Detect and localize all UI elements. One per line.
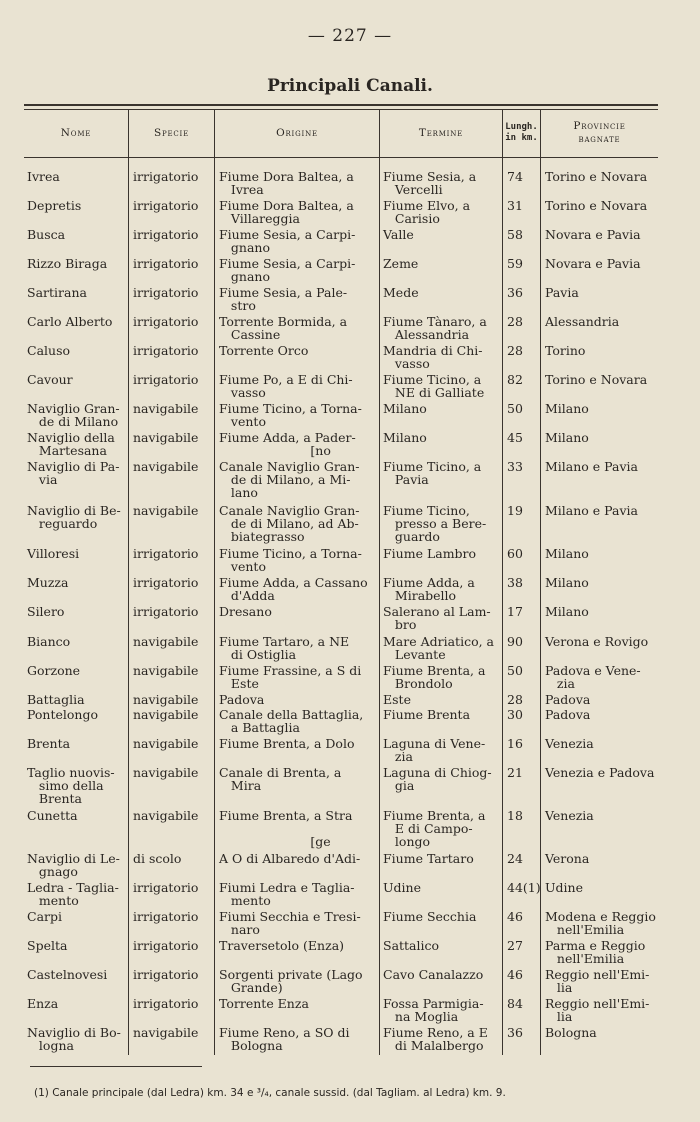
cell-province: Bologna (545, 1025, 597, 1040)
column-divider (502, 110, 503, 1055)
cell-specie: irrigatorio (133, 880, 199, 895)
cell-termine: Mare Adriatico, a Levante (383, 634, 494, 662)
cell-specie: navigabile (133, 707, 199, 722)
cell-nome: Naviglio Gran- de di Milano (27, 401, 120, 429)
cell-origine: A O di Albaredo d'Adi- (219, 851, 361, 866)
cell-province: Venezia (545, 736, 594, 751)
cell-origine: Fiume Brenta, a Dolo (219, 736, 355, 751)
cell-origine: Fiume Sesia, a Carpi- gnano (219, 256, 356, 284)
cell-nome: Taglio nuovis- simo della Brenta (27, 765, 115, 806)
cell-origine: Fiume Brenta, a Stra [ge (219, 808, 353, 849)
cell-origine: Canale di Brenta, a Mira (219, 765, 342, 793)
cell-lunghezza: 36 (507, 285, 523, 300)
cell-specie: irrigatorio (133, 575, 199, 590)
cell-origine: Traversetolo (Enza) (219, 938, 345, 953)
cell-origine: Fiume Sesia, a Pale- stro (219, 285, 348, 313)
cell-province: Reggio nell'Emi- lia (545, 967, 650, 995)
cell-origine: Fiume Ticino, a Torna- vento (219, 546, 362, 574)
cell-nome: Carlo Alberto (27, 314, 113, 329)
cell-specie: di scolo (133, 851, 182, 866)
cell-termine: Este (383, 692, 411, 707)
cell-province: Padova e Vene- zia (545, 663, 641, 691)
cell-specie: irrigatorio (133, 967, 199, 982)
cell-nome: Naviglio della Martesana (27, 430, 115, 458)
cell-lunghezza: 17 (507, 604, 523, 619)
cell-lunghezza: 46 (507, 909, 523, 924)
cell-province: Padova (545, 692, 591, 707)
cell-termine: Fiume Tànaro, a Alessandria (383, 314, 487, 342)
cell-nome: Spelta (27, 938, 68, 953)
cell-specie: irrigatorio (133, 938, 199, 953)
cell-lunghezza: 74 (507, 169, 523, 184)
cell-origine: Fiume Sesia, a Carpi- gnano (219, 227, 356, 255)
column-divider (540, 110, 541, 1055)
cell-origine: Canale della Battaglia, a Battaglia (219, 707, 364, 735)
cell-lunghezza: 27 (507, 938, 523, 953)
cell-specie: navigabile (133, 736, 199, 751)
cell-nome: Rizzo Biraga (27, 256, 108, 271)
cell-termine: Milano (383, 430, 427, 445)
cell-origine: Sorgenti private (Lago Grande) (219, 967, 363, 995)
cell-specie: irrigatorio (133, 546, 199, 561)
cell-specie: navigabile (133, 401, 199, 416)
cell-lunghezza: 28 (507, 343, 523, 358)
cell-province: Venezia (545, 808, 594, 823)
cell-province: Torino e Novara (545, 372, 648, 387)
cell-nome: Naviglio di Pa- via (27, 459, 120, 487)
cell-termine: Mandria di Chi- vasso (383, 343, 483, 371)
cell-origine: Fiume Frassine, a S di Este (219, 663, 362, 691)
cell-specie: navigabile (133, 430, 199, 445)
cell-nome: Depretis (27, 198, 82, 213)
cell-nome: Busca (27, 227, 66, 242)
cell-termine: Fiume Ticino, a NE di Galliate (383, 372, 485, 400)
cell-lunghezza: 19 (507, 503, 523, 518)
cell-nome: Carpi (27, 909, 62, 924)
cell-specie: irrigatorio (133, 285, 199, 300)
cell-lunghezza: 50 (507, 401, 523, 416)
page-number: — 227 — (307, 26, 393, 46)
footnote-rule (30, 1066, 202, 1067)
cell-province: Milano (545, 604, 589, 619)
cell-origine: Canale Naviglio Gran- de di Milano, ad Ab- biategrasso (219, 503, 360, 544)
cell-termine: Fiume Brenta, a Brondolo (383, 663, 486, 691)
top-rule (24, 104, 658, 106)
cell-lunghezza: 84 (507, 996, 523, 1011)
page-title: Principali Canali. (267, 76, 433, 96)
cell-lunghezza: 50 (507, 663, 523, 678)
cell-province: Verona (545, 851, 590, 866)
cell-lunghezza: 82 (507, 372, 523, 387)
cell-nome: Sartirana (27, 285, 87, 300)
cell-termine: Mede (383, 285, 419, 300)
cell-origine: Torrente Orco (219, 343, 309, 358)
cell-specie: irrigatorio (133, 256, 199, 271)
cell-lunghezza: 33 (507, 459, 523, 474)
cell-nome: Gorzone (27, 663, 81, 678)
cell-lunghezza: 46 (507, 967, 523, 982)
cell-nome: Caluso (27, 343, 71, 358)
cell-nome: Enza (27, 996, 59, 1011)
cell-province: Milano e Pavia (545, 459, 638, 474)
cell-nome: Villoresi (27, 546, 80, 561)
cell-lunghezza: 16 (507, 736, 523, 751)
cell-province: Torino e Novara (545, 198, 648, 213)
cell-termine: Salerano al Lam- bro (383, 604, 491, 632)
cell-specie: navigabile (133, 765, 199, 780)
cell-termine: Fiume Sesia, a Vercelli (383, 169, 477, 197)
cell-province: Modena e Reggio nell'Emilia (545, 909, 656, 937)
cell-lunghezza: 21 (507, 765, 523, 780)
cell-nome: Naviglio di Le- gnago (27, 851, 120, 879)
cell-nome: Naviglio di Bo- logna (27, 1025, 121, 1053)
cell-specie: navigabile (133, 503, 199, 518)
cell-origine: Fiume Adda, a Cassano d'Adda (219, 575, 368, 603)
cell-specie: navigabile (133, 634, 199, 649)
header-rule (24, 157, 658, 158)
cell-origine: Fiume Tartaro, a NE di Ostiglia (219, 634, 350, 662)
cell-province: Milano (545, 401, 589, 416)
cell-lunghezza: 45 (507, 430, 523, 445)
cell-province: Milano (545, 575, 589, 590)
cell-termine: Fiume Adda, a Mirabello (383, 575, 475, 603)
cell-nome: Muzza (27, 575, 69, 590)
header-lunghezza: Lungh. in km. (505, 122, 538, 143)
header-nome: Nome (60, 127, 92, 139)
cell-lunghezza: 28 (507, 692, 523, 707)
cell-termine: Fiume Ticino, a Pavia (383, 459, 482, 487)
cell-nome: Brenta (27, 736, 71, 751)
cell-specie: irrigatorio (133, 604, 199, 619)
cell-specie: irrigatorio (133, 343, 199, 358)
cell-province: Milano e Pavia (545, 503, 638, 518)
header-province: Provincie bagnate (573, 120, 626, 145)
cell-origine: Torrente Bormida, a Cassine (219, 314, 348, 342)
header-specie: Specie (153, 127, 190, 139)
cell-lunghezza: 36 (507, 1025, 523, 1040)
cell-termine: Fiume Tartaro (383, 851, 474, 866)
cell-specie: navigabile (133, 692, 199, 707)
cell-termine: Laguna di Vene- zia (383, 736, 486, 764)
cell-province: Milano (545, 546, 589, 561)
column-divider (128, 110, 129, 1055)
cell-lunghezza: 60 (507, 546, 523, 561)
cell-province: Alessandria (545, 314, 620, 329)
cell-lunghezza: 30 (507, 707, 523, 722)
cell-lunghezza: 58 (507, 227, 523, 242)
cell-specie: navigabile (133, 663, 199, 678)
header-termine: Termine (418, 127, 464, 139)
cell-termine: Fossa Parmigia- na Moglia (383, 996, 484, 1024)
cell-specie: navigabile (133, 459, 199, 474)
cell-specie: navigabile (133, 1025, 199, 1040)
cell-termine: Valle (383, 227, 414, 242)
cell-termine: Fiume Brenta, a E di Campo- longo (383, 808, 486, 849)
cell-nome: Cavour (27, 372, 73, 387)
cell-nome: Naviglio di Be- reguardo (27, 503, 121, 531)
cell-termine: Milano (383, 401, 427, 416)
cell-lunghezza: 24 (507, 851, 523, 866)
cell-province: Milano (545, 430, 589, 445)
cell-province: Novara e Pavia (545, 227, 641, 242)
cell-origine: Fiume Dora Baltea, a Villareggia (219, 198, 354, 226)
cell-specie: irrigatorio (133, 169, 199, 184)
cell-termine: Sattalico (383, 938, 440, 953)
cell-province: Udine (545, 880, 583, 895)
cell-nome: Battaglia (27, 692, 85, 707)
cell-nome: Silero (27, 604, 65, 619)
cell-origine: Fiume Reno, a SO di Bologna (219, 1025, 350, 1053)
cell-province: Novara e Pavia (545, 256, 641, 271)
cell-specie: navigabile (133, 808, 199, 823)
cell-specie: irrigatorio (133, 996, 199, 1011)
cell-nome: Ledra - Taglia- mento (27, 880, 119, 908)
cell-province: Padova (545, 707, 591, 722)
cell-province: Torino e Novara (545, 169, 648, 184)
column-divider (214, 110, 215, 1055)
cell-specie: irrigatorio (133, 314, 199, 329)
cell-specie: irrigatorio (133, 372, 199, 387)
column-divider (379, 110, 380, 1055)
cell-lunghezza: 44(1) (507, 880, 541, 895)
cell-specie: irrigatorio (133, 909, 199, 924)
cell-lunghezza: 18 (507, 808, 523, 823)
cell-lunghezza: 28 (507, 314, 523, 329)
cell-province: Venezia e Padova (545, 765, 655, 780)
cell-nome: Castelnovesi (27, 967, 108, 982)
cell-nome: Bianco (27, 634, 71, 649)
cell-lunghezza: 59 (507, 256, 523, 271)
header-origine: Origine (276, 127, 318, 139)
cell-specie: irrigatorio (133, 227, 199, 242)
cell-lunghezza: 31 (507, 198, 523, 213)
cell-origine: Padova (219, 692, 265, 707)
cell-province: Pavia (545, 285, 579, 300)
cell-lunghezza: 38 (507, 575, 523, 590)
cell-origine: Fiume Po, a E di Chi- vasso (219, 372, 353, 400)
cell-termine: Fiume Reno, a E di Malalbergo (383, 1025, 488, 1053)
footnote: (1) Canale principale (dal Ledra) km. 34 e ³/₄, canale sussid. (dal Tagliam. al Ledra) km. 9. (34, 1087, 506, 1099)
cell-termine: Udine (383, 880, 421, 895)
cell-province: Verona e Rovigo (545, 634, 649, 649)
cell-origine: Dresano (219, 604, 272, 619)
cell-origine: Fiume Dora Baltea, a Ivrea (219, 169, 354, 197)
cell-termine: Zeme (383, 256, 419, 271)
cell-nome: Cunetta (27, 808, 78, 823)
cell-termine: Fiume Secchia (383, 909, 477, 924)
cell-province: Reggio nell'Emi- lia (545, 996, 650, 1024)
cell-origine: Fiumi Ledra e Taglia- mento (219, 880, 355, 908)
cell-termine: Laguna di Chiog- gia (383, 765, 492, 793)
cell-termine: Fiume Ticino, presso a Bere- guardo (383, 503, 487, 544)
cell-nome: Ivrea (27, 169, 60, 184)
cell-termine: Fiume Lambro (383, 546, 477, 561)
cell-termine: Fiume Brenta (383, 707, 471, 722)
cell-origine: Fiume Ticino, a Torna- vento (219, 401, 362, 429)
cell-termine: Cavo Canalazzo (383, 967, 484, 982)
cell-province: Torino (545, 343, 586, 358)
cell-origine: Canale Naviglio Gran- de di Milano, a Mi- lano (219, 459, 360, 500)
cell-specie: irrigatorio (133, 198, 199, 213)
cell-termine: Fiume Elvo, a Carisio (383, 198, 471, 226)
cell-origine: Fiumi Secchia e Tresi- naro (219, 909, 361, 937)
cell-origine: Fiume Adda, a Pader- [no (219, 430, 356, 458)
cell-province: Parma e Reggio nell'Emilia (545, 938, 646, 966)
cell-lunghezza: 90 (507, 634, 523, 649)
cell-nome: Pontelongo (27, 707, 99, 722)
cell-origine: Torrente Enza (219, 996, 309, 1011)
